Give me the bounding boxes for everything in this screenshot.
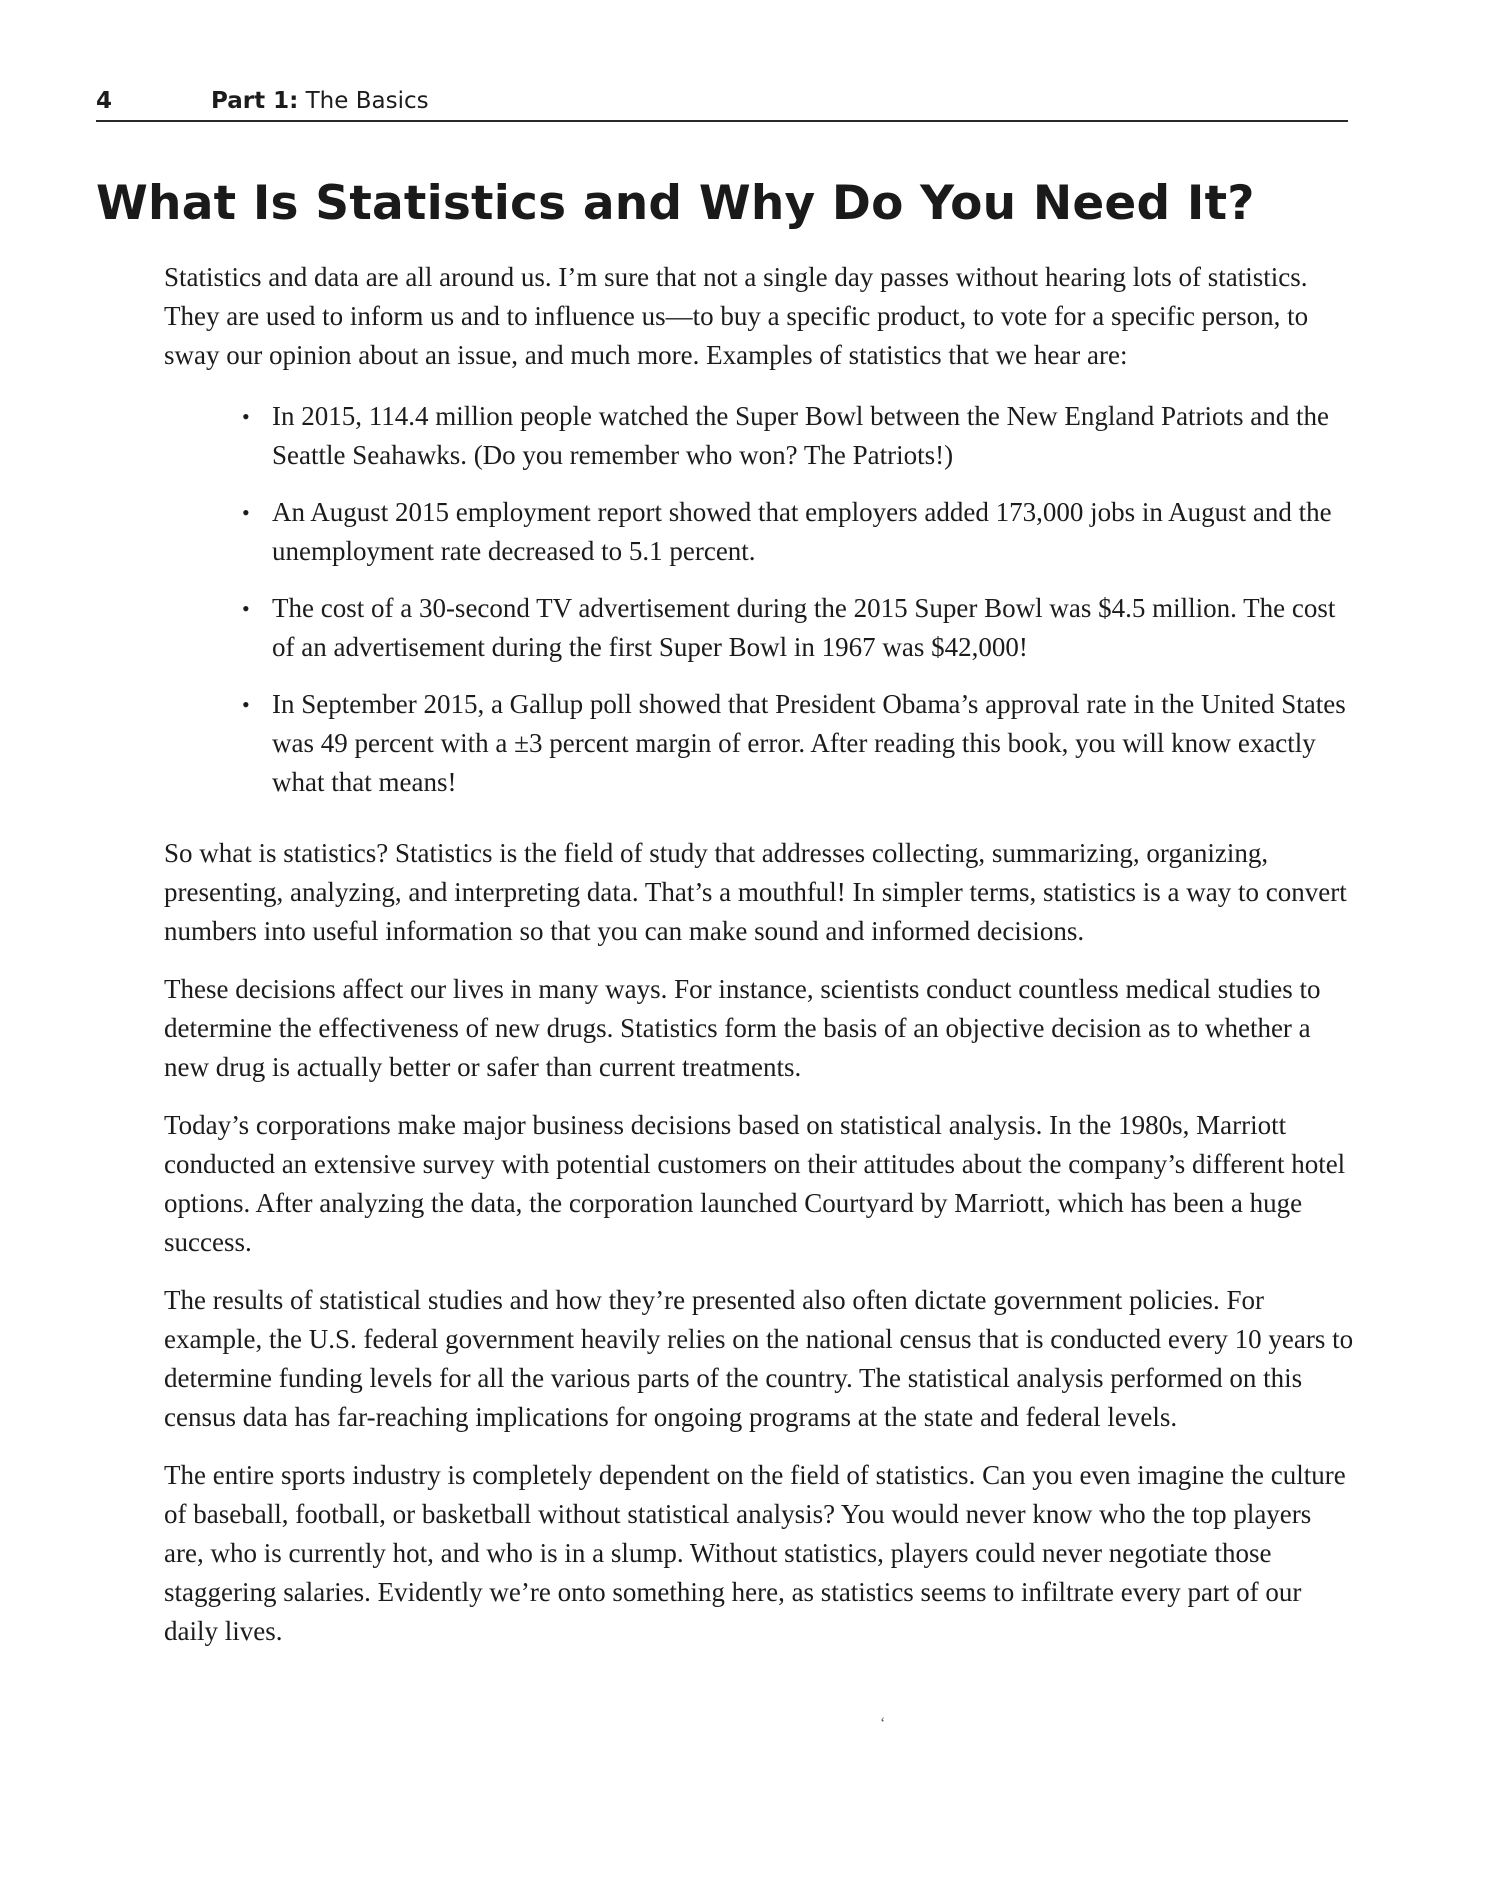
list-item [242,493,1354,571]
part-label [211,84,429,118]
list-item [242,397,1354,475]
body-text [164,258,1354,1670]
example-list [242,397,1354,802]
body-paragraph: The results of statistical studies and how they’re presented also often dictate government policies. For example, the U.S. federal government heavily relies on the national census that is conducted every 10 years to determine funding levels for all the various parts of the country. The statistical analysis performed on this census data has far-reaching implications for ongoing programs at the state and federal levels. [164,1285,1354,1432]
intro-paragraph: Statistics and data are all around us. I’m sure that not a single day passes without hearing lots of statistics. They are used to inform us and to influence us—to buy a specific product, to vote for a specific person, to sway our opinion about an issue, and much more. Examples of statistics that we hear are: [164,262,1309,370]
body-paragraph: The entire sports industry is completely dependent on the field of statistics. Can you even imagine the culture of baseball, football, or basketball without statistical analysis? You would never know who the top players are, who is currently hot, and who is in a slump. Without statistics, players could never negotiate those staggering salaries. Evidently we’re onto something here, as statistics seems to infiltrate every part of our daily lives. [164,1460,1346,1646]
bullet-icon: • [242,500,250,525]
running-header [96,84,1348,122]
stray-mark: ʻ [880,1715,886,1732]
bullet-icon: • [242,404,250,429]
body-paragraph: So what is statistics? Statistics is the field of study that addresses collecting, summarizing, organizing, presenting, analyzing, and interpreting data. That’s a mouthful! In simpler terms, statistics is a way to convert numbers into useful information so that you can make sound and informed decisions. [164,838,1347,946]
bullet-icon: • [242,596,250,621]
body-paragraph: These decisions affect our lives in many ways. For instance, scientists conduct countless medical studies to determine the effectiveness of new drugs. Statistics form the basis of an objective decision as to whether a new drug is actually better or safer than current treatments. [164,974,1321,1082]
list-item [242,685,1354,802]
chapter-title: What Is Statistics and Why Do You Need It? [96,176,1255,231]
body-paragraph: Today’s corporations make major business decisions based on statistical analysis. In the 1980s, Marriott conducted an extensive survey with potential customers on their attitudes about the company’s different hotel options. After analyzing the data, the corporation launched Courtyard by Marriott, which has been a huge success. [164,1110,1346,1257]
list-item-text: In September 2015, a Gallup poll showed that President Obama’s approval rate in the United States was 49 percent with a ±3 percent margin of error. After reading this book, you will know exactly what that means! [272,689,1346,797]
page-number: 4 [96,88,113,114]
list-item-text: The cost of a 30-second TV advertisement during the 2015 Super Bowl was $4.5 million. The cost of an advertisement during the first Super Bowl in 1967 was $42,000! [272,593,1336,662]
list-item-text: In 2015, 114.4 million people watched the Super Bowl between the New England Patriots and the Seattle Seahawks. (Do you remember who won? The Patriots!) [272,401,1330,470]
part-title: The Basics [305,88,429,114]
list-item [242,589,1354,667]
part-number: Part 1: [211,88,299,114]
bullet-icon: • [242,692,250,717]
list-item-text: An August 2015 employment report showed that employers added 173,000 jobs in August and the unemployment rate decreased to 5.1 percent. [272,497,1332,566]
